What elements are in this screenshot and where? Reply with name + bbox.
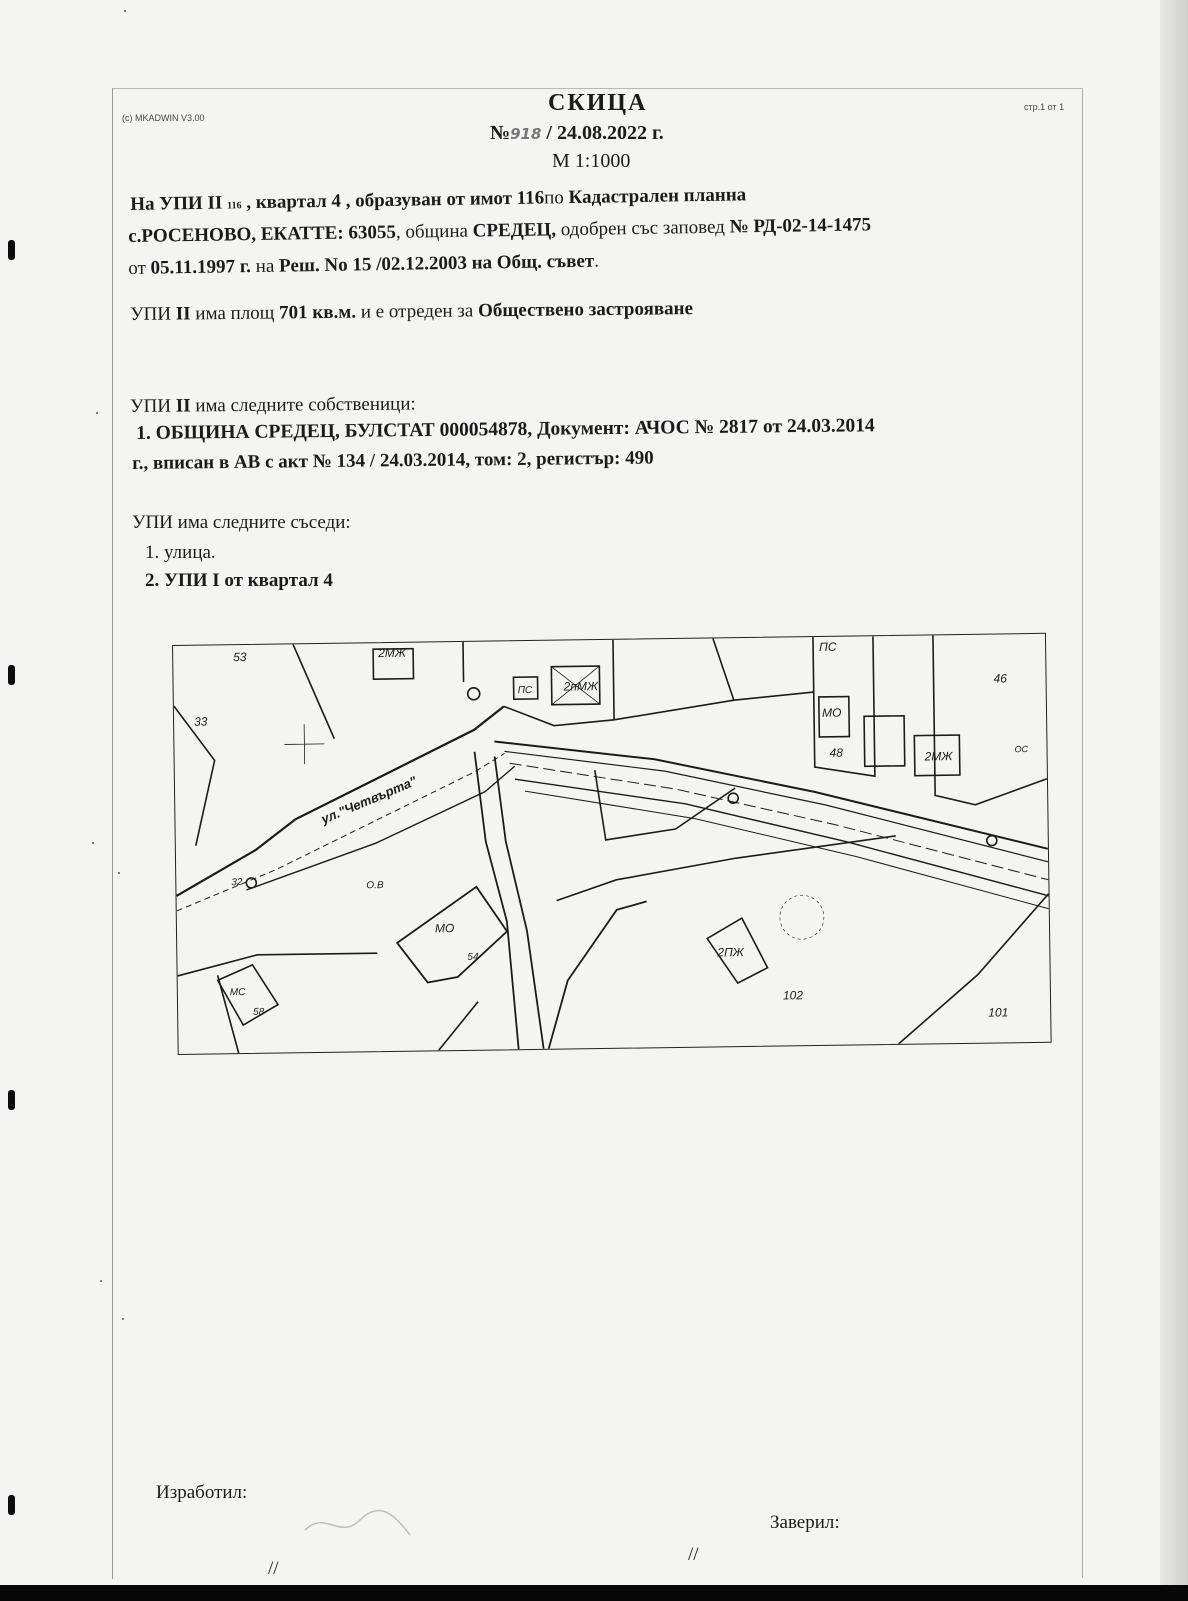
map-label: 46 [993,671,1008,686]
intro-decision: Реш. No 15 /02.12.2003 на Общ. съвет [278,250,595,277]
certified-by-label: Заверил: [770,1512,840,1533]
paper-speck [122,1318,124,1320]
document-number [490,122,664,145]
area-size: 701 кв.м. [279,301,357,324]
owner-line-2: г., вписан в АВ с акт № 134 / 24.03.2014, том: 2, регистър: 490 [132,447,654,474]
map-label: МС [229,987,246,999]
parcel-boundary [547,901,649,1048]
map-label: ПС [517,684,533,697]
handwritten-number: 918 [510,125,542,143]
road-edge [494,734,1048,857]
neighbor-item-2: 2. УПИ I от квартал 4 [145,570,333,591]
intro-municipality: СРЕДЕЦ, [472,219,557,242]
map-label: 2МЖ [924,749,953,764]
owners-heading-text: има следните собственици: [190,393,416,417]
map-label: ПС [818,639,837,654]
owner-line-1: 1. ОБЩИНА СРЕДЕЦ, БУЛСТАТ 000054878, Документ: АЧОС № 2817 от 24.03.2014 [136,415,875,444]
punch-hole-mark [8,1495,15,1515]
side-street-edge [475,751,519,1050]
parcel-boundary [897,894,1051,1044]
faint-signature-scribble [300,1490,420,1550]
area-upi-number: II [175,303,191,325]
signature-line-1: // [268,1558,279,1579]
survey-point [987,836,997,846]
map-label: 2МЖ [378,645,406,661]
intro-period: . [594,250,600,272]
map-label: 2пМЖ [563,679,598,694]
area-upi: УПИ [130,303,176,325]
owners-upi-number: II [175,395,191,417]
building [864,716,905,767]
parcel-boundary [556,836,897,901]
survey-point [468,688,480,700]
punch-hole-mark [8,1090,15,1110]
page-edge-shadow [1160,0,1188,1585]
map-label: 102 [782,988,804,1003]
parcel-boundary [613,640,614,720]
paper-speck [124,10,126,12]
parcel-boundary [438,1002,479,1051]
intro-upi: На УПИ II [130,192,223,215]
paper-speck [96,412,98,414]
intro-quarter: , квартал 4 , образуван от имот 116 [246,187,545,214]
paper-speck [100,1280,102,1282]
intro-order-date: 05.11.1997 г. [150,256,252,279]
intro-upi-subscript: 116 [227,200,242,212]
intro-cadastral: Кадастрален планна [568,184,747,209]
road-line [505,744,1049,870]
area-line [130,294,693,330]
parcel-boundary [933,634,1047,806]
parcel-boundary [713,638,734,700]
map-label: МО [821,705,842,720]
map-label: О.В [366,880,384,892]
neighbor-item-1: 1. улица. [145,542,216,563]
parcel-boundary [293,644,334,740]
punch-hole-mark [8,665,15,685]
tree-canopy [780,895,825,940]
map-label: 2ПЖ [717,945,744,960]
street-centerline [175,753,507,911]
owners-upi: УПИ [130,395,176,417]
parcel-boundary [177,953,377,976]
map-scale: М 1:1000 [552,150,631,172]
area-has: има площ [190,302,280,325]
page-number: стр.1 от 1 [1024,102,1065,112]
cadastral-map [172,633,1052,1055]
intro-approved: одобрен със заповед [555,216,730,241]
document-frame-right [1082,88,1083,1578]
intro-municipality-word: , община [395,220,473,243]
intro-on: на [250,255,280,278]
punch-hole-mark [8,240,15,260]
area-purpose: Обществено застрояване [477,298,694,322]
intro-from: от [128,257,151,279]
map-label: 58 [253,1006,265,1018]
software-credit: (c) MKADWIN V3.00 [122,113,205,123]
number-date: / 24.08.2022 г. [546,122,664,144]
map-label: 54 [467,951,479,963]
cadastral-map-drawing [173,634,1051,1054]
map-label: 53 [233,649,247,665]
map-label: 101 [988,1005,1009,1020]
neighbors-heading: УПИ има следните съседи: [132,512,351,533]
parcel-boundary [595,768,736,840]
intro-by: по [543,187,569,209]
map-label: 48 [829,745,844,760]
map-labels [193,637,1032,1031]
paper-speck [118,872,120,874]
street-edge [174,706,507,896]
parcel-boundary [504,692,814,726]
road-line [515,772,1049,903]
parcel-boundary [463,642,464,682]
map-label: ОС [1014,744,1029,755]
signature-line-2: // [688,1544,699,1565]
map-label: 33 [193,714,208,729]
prepared-by-label: Изработил: [156,1482,248,1503]
photo-bottom-edge [0,1585,1188,1601]
intro-village: с.РОСЕНОВО, ЕКАТТЕ: 63055 [128,221,397,247]
document-title: СКИЦА [548,90,648,116]
paper-speck [92,842,94,844]
street-name-label: ул."Четвърта" [318,773,419,827]
map-label: МО [434,921,455,936]
area-designated: и е отреден за [355,300,479,323]
map-label: 32 [231,877,243,889]
intro-order-number: № РД-02-14-1475 [729,214,872,238]
building [217,965,278,1026]
coordinate-cross [284,724,325,765]
road-line [510,756,1049,887]
number-sign: № [490,122,511,144]
